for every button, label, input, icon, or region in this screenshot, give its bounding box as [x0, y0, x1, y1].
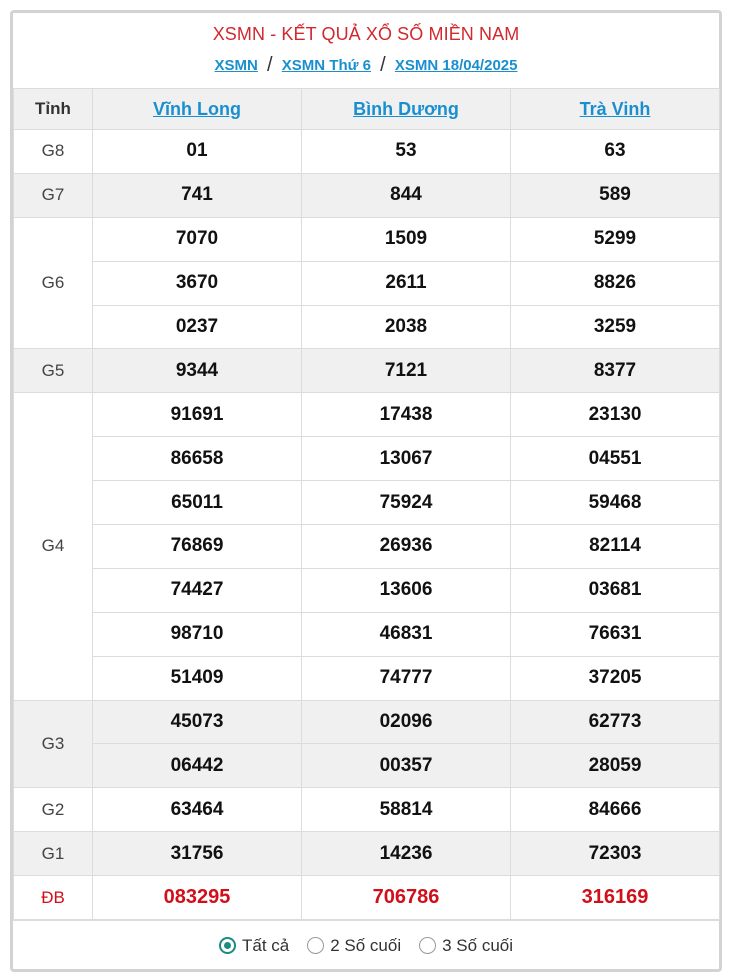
prize-label-g2: G2	[14, 788, 93, 832]
prize-number: 59468	[511, 481, 720, 525]
table-row	[14, 217, 720, 261]
filter-option-label: 3 Số cuối	[442, 935, 514, 955]
digit-filter	[13, 920, 719, 970]
prize-label-g1: G1	[14, 832, 93, 876]
breadcrumb-link-xsmn[interactable]: XSMN	[214, 57, 258, 74]
prize-number: 00357	[302, 744, 511, 788]
prize-number: 3259	[511, 305, 720, 349]
table-row	[14, 393, 720, 437]
prize-number: 7121	[302, 349, 511, 393]
prize-number: 82114	[511, 525, 720, 569]
radio-icon[interactable]	[307, 937, 324, 954]
prize-number: 8826	[511, 261, 720, 305]
prize-number: 74777	[302, 656, 511, 700]
prize-number: 26936	[302, 525, 511, 569]
prize-number: 844	[302, 173, 511, 217]
filter-option-all[interactable]	[219, 936, 289, 956]
table-row	[14, 612, 720, 656]
filter-option-last-3[interactable]	[419, 936, 513, 956]
prize-number: 31756	[93, 832, 302, 876]
prize-number: 8377	[511, 349, 720, 393]
radio-selected-icon[interactable]	[219, 937, 236, 954]
table-row	[14, 349, 720, 393]
prize-number: 04551	[511, 437, 720, 481]
table-header-row	[14, 89, 720, 130]
table-row	[14, 700, 720, 744]
prize-number: 13067	[302, 437, 511, 481]
prize-number: 86658	[93, 437, 302, 481]
prize-number: 98710	[93, 612, 302, 656]
prize-number: 63464	[93, 788, 302, 832]
prize-label-g8: G8	[14, 130, 93, 174]
prize-number: 06442	[93, 744, 302, 788]
table-row	[14, 305, 720, 349]
prize-number: 1509	[302, 217, 511, 261]
prize-number: 28059	[511, 744, 720, 788]
column-header-vinh-long	[93, 89, 302, 130]
breadcrumb-link-xsmn-thu-6[interactable]: XSMN Thứ 6	[281, 57, 371, 74]
results-header	[13, 13, 719, 88]
prize-number: 75924	[302, 481, 511, 525]
province-link-vinh-long[interactable]: Vĩnh Long	[153, 98, 241, 119]
results-card	[10, 10, 722, 972]
prize-number: 65011	[93, 481, 302, 525]
prize-number: 58814	[302, 788, 511, 832]
prize-label-db: ĐB	[14, 876, 93, 920]
prize-number: 741	[93, 173, 302, 217]
prize-number: 23130	[511, 393, 720, 437]
prize-number: 2038	[302, 305, 511, 349]
prize-label-g6: G6	[14, 217, 93, 349]
prize-number: 72303	[511, 832, 720, 876]
prize-number: 37205	[511, 656, 720, 700]
page-title: XSMN - KẾT QUẢ XỔ SỐ MIỀN NAM	[212, 24, 520, 44]
prize-number: 01	[93, 130, 302, 174]
filter-option-last-2[interactable]	[307, 936, 401, 956]
prize-number: 7070	[93, 217, 302, 261]
prize-number: 3670	[93, 261, 302, 305]
table-row	[14, 568, 720, 612]
table-row	[14, 876, 720, 920]
prize-number: 02096	[302, 700, 511, 744]
table-row	[14, 437, 720, 481]
province-link-tra-vinh[interactable]: Trà Vinh	[579, 98, 651, 119]
breadcrumb	[13, 53, 719, 76]
column-header-binh-duong	[302, 89, 511, 130]
table-row	[14, 832, 720, 876]
prize-number: 9344	[93, 349, 302, 393]
table-row	[14, 173, 720, 217]
prize-number: 63	[511, 130, 720, 174]
prize-number: 2611	[302, 261, 511, 305]
prize-number: 45073	[93, 700, 302, 744]
filter-option-label: 2 Số cuối	[330, 935, 402, 955]
prize-number: 083295	[93, 876, 302, 920]
breadcrumb-separator: /	[267, 54, 273, 76]
prize-number: 84666	[511, 788, 720, 832]
table-row	[14, 525, 720, 569]
prize-number: 46831	[302, 612, 511, 656]
column-header-tra-vinh	[511, 89, 720, 130]
province-link-binh-duong[interactable]: Bình Dương	[353, 98, 459, 119]
radio-icon[interactable]	[419, 937, 436, 954]
table-row	[14, 481, 720, 525]
prize-number: 74427	[93, 568, 302, 612]
prize-number: 14236	[302, 832, 511, 876]
prize-label-g4: G4	[14, 393, 93, 700]
prize-number: 62773	[511, 700, 720, 744]
breadcrumb-separator: /	[380, 54, 386, 76]
prize-number: 53	[302, 130, 511, 174]
table-row	[14, 261, 720, 305]
results-table	[13, 88, 720, 920]
prize-number: 706786	[302, 876, 511, 920]
breadcrumb-link-xsmn-date[interactable]: XSMN 18/04/2025	[394, 57, 518, 74]
prize-number: 51409	[93, 656, 302, 700]
prize-number: 91691	[93, 393, 302, 437]
prize-number: 13606	[302, 568, 511, 612]
table-row	[14, 788, 720, 832]
prize-label-g5: G5	[14, 349, 93, 393]
prize-label-g3: G3	[14, 700, 93, 788]
prize-number: 03681	[511, 568, 720, 612]
prize-number: 316169	[511, 876, 720, 920]
prize-label-g7: G7	[14, 173, 93, 217]
filter-option-label: Tất cả	[241, 935, 290, 955]
prize-number: 0237	[93, 305, 302, 349]
prize-number: 76869	[93, 525, 302, 569]
prize-number: 5299	[511, 217, 720, 261]
table-row	[14, 744, 720, 788]
table-row	[14, 656, 720, 700]
prize-number: 76631	[511, 612, 720, 656]
column-header-province: Tỉnh	[14, 89, 93, 130]
prize-number: 589	[511, 173, 720, 217]
prize-number: 17438	[302, 393, 511, 437]
results-body	[14, 130, 720, 920]
table-row	[14, 130, 720, 174]
